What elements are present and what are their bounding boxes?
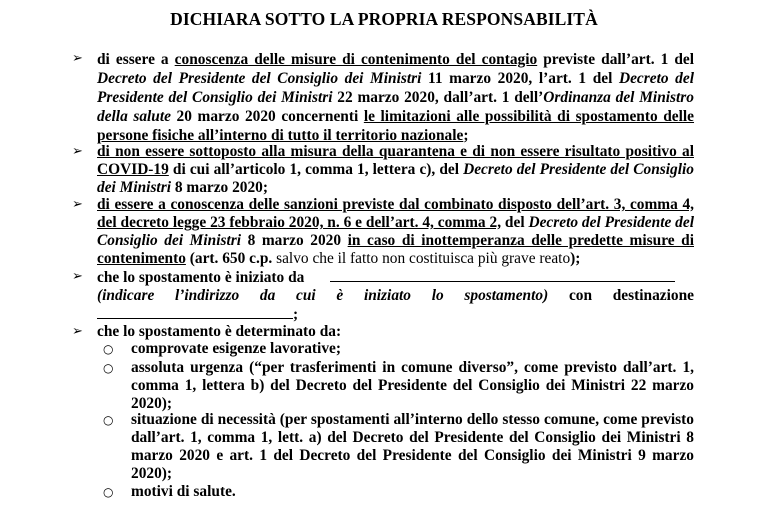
text-segment: 8 marzo 2020 bbox=[241, 232, 348, 249]
text-segment: con bbox=[568, 287, 593, 304]
text-segment: Decreto del Presidente del Consiglio dei Ministri bbox=[97, 70, 422, 87]
reason-intro: che lo spostamento è determinato da: bbox=[97, 323, 342, 340]
text-segment: Ordinanza del Ministro della salute bbox=[97, 89, 694, 125]
declaration-text bbox=[97, 50, 694, 145]
destination-field[interactable] bbox=[97, 305, 293, 319]
declaration-text bbox=[97, 196, 694, 268]
circle-bullet-icon: ○ bbox=[103, 361, 114, 375]
text-segment: salvo che il fatto non costituisca più grave reato bbox=[276, 250, 571, 267]
reason-option-text: situazione di necessità (per spostamenti all’interno dello stesso comune, come previsto dall’art. 1, comma 1, lett. a) del Decreto del Presidente del Consiglio dei Ministri 8 marzo 2020 e art. 1 del Decreto del Presidente del Consiglio dei Ministri 9 marzo 2020); bbox=[131, 411, 694, 482]
text-segment: spostamento) bbox=[464, 287, 549, 304]
text-segment: Decreto del Presidente del Consiglio dei Ministri bbox=[97, 161, 694, 196]
declaration-text bbox=[97, 143, 694, 197]
text-segment: cui bbox=[295, 287, 316, 304]
text-segment: ; bbox=[463, 127, 469, 144]
arrow-bullet-icon: ➢ bbox=[72, 197, 83, 212]
text-segment: iniziato bbox=[363, 287, 411, 304]
page-title: DICHIARA SOTTO LA PROPRIA RESPONSABILITÀ bbox=[170, 9, 598, 29]
text-segment: (indicare bbox=[97, 287, 155, 304]
text-segment: 22 marzo 2020, dall’art. 1 dell’ bbox=[332, 89, 544, 106]
text-segment: in caso di inottemperanza delle predette misure di contenimento bbox=[97, 232, 694, 267]
text-segment: Decreto del Presidente del Consiglio dei Ministri bbox=[97, 70, 694, 106]
declaration-text bbox=[97, 268, 694, 324]
text-segment: (art. 650 c.p. bbox=[185, 250, 277, 267]
reason-option-text: assoluta urgenza (“per trasferimenti in comune diverso”, come previsto dall’art. 1, comma 1, lettera b) del Decreto del Presidente del Consiglio dei Ministri 22 marzo 2020); bbox=[131, 359, 694, 412]
text-segment: è bbox=[336, 287, 344, 304]
text-segment: 20 marzo 2020 concernenti bbox=[170, 108, 364, 125]
text-segment: previste dall’art. 1 del bbox=[537, 51, 694, 68]
reason-option-text: motivi di salute. bbox=[131, 483, 236, 500]
text-segment: lo bbox=[431, 287, 444, 304]
text-segment: 8 marzo 2020; bbox=[170, 179, 269, 196]
text-segment: 11 marzo 2020, l’art. 1 del bbox=[421, 70, 619, 87]
arrow-bullet-icon: ➢ bbox=[72, 324, 83, 339]
arrow-bullet-icon: ➢ bbox=[72, 144, 83, 159]
text-segment: ; bbox=[293, 306, 299, 323]
circle-bullet-icon: ○ bbox=[103, 413, 114, 427]
text-segment: destinazione bbox=[612, 287, 694, 304]
arrow-bullet-icon: ➢ bbox=[72, 269, 83, 284]
text-segment: di non essere sottoposto alla misura della quarantena e di non essere risultato positivo al COVID-19 bbox=[97, 143, 694, 178]
text-segment: da bbox=[259, 287, 276, 304]
text-segment: l’indirizzo bbox=[175, 287, 240, 304]
origin-address-field[interactable] bbox=[330, 268, 675, 282]
text-segment: ); bbox=[570, 250, 581, 267]
text-segment: le limitazioni alle possibilità di spostamento delle persone fisiche all’interno di tutto il territorio nazionale bbox=[97, 108, 695, 144]
circle-bullet-icon: ○ bbox=[103, 485, 114, 499]
text-segment: Decreto del Presidente del Consiglio dei Ministri bbox=[97, 214, 694, 249]
arrow-bullet-icon: ➢ bbox=[72, 51, 83, 66]
text-segment: di essere a bbox=[97, 51, 175, 68]
circle-bullet-icon: ○ bbox=[103, 342, 114, 356]
text-segment: che lo spostamento è iniziato da bbox=[97, 269, 305, 286]
text-segment: di essere a conoscenza delle sanzioni previste dal combinato disposto dell’art. 3, comma 4, del decreto legge 23 febbraio 2020, n. 6 e dell’art. 4, comma 2, bbox=[97, 196, 694, 231]
reason-option-text: comprovate esigenze lavorative; bbox=[131, 340, 341, 357]
text-segment: conoscenza delle misure di contenimento del contagio bbox=[174, 51, 538, 68]
text-segment: di cui all’articolo 1, comma 1, lettera c), del bbox=[168, 161, 464, 178]
text-segment: del bbox=[501, 214, 529, 231]
